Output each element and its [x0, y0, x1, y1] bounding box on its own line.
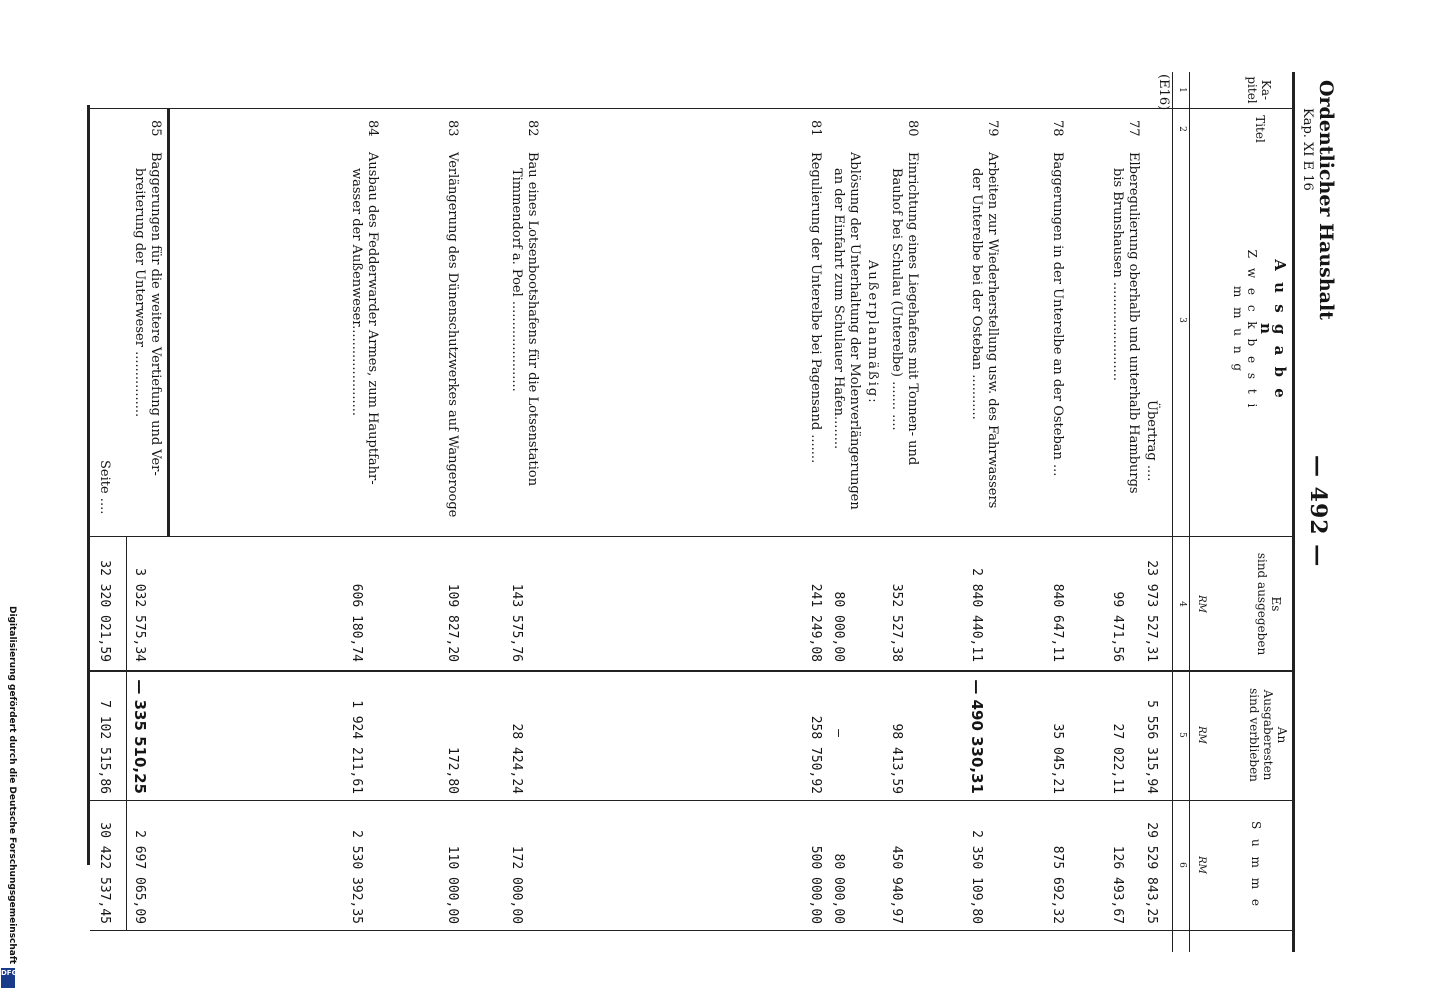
- row-80-c5: 98 413,59: [889, 723, 904, 794]
- header-kapitel: Ka- pitel: [1245, 76, 1273, 104]
- col-divider-1: [90, 108, 1295, 109]
- row-81-c6: 500 000,00: [808, 845, 823, 924]
- row-84-text-2: wasser der Außenweser......................: [349, 168, 364, 417]
- row-79-c6: 2 350 109,80: [969, 830, 984, 924]
- row-80-text-1: Einrichtung eines Liegehafens mit Tonnen- und: [905, 152, 920, 466]
- row-85-titel: 85: [148, 120, 163, 137]
- ausserplan-c5: —: [831, 729, 846, 737]
- row-kapitel-e16: (E16): [1156, 74, 1171, 111]
- row-82-text-1: Bau eines Lotsenbootshafens für die Lotsenstation: [525, 152, 540, 487]
- row-83-c6: 110 000,00: [445, 845, 460, 924]
- row-79-text-2: der Unterelbe bei der Osteban ...........: [969, 168, 984, 420]
- footer-c6: 30 422 537,45: [97, 822, 112, 924]
- bottom-rule: [87, 105, 90, 865]
- col-divider-5: [90, 800, 1295, 801]
- ausserplan-text-1: Ablösung der Unterhaltung der Molenverlängerungen: [847, 152, 862, 510]
- footer-c5: 7 102 515,86: [97, 700, 112, 794]
- colnum-6: 6: [1177, 862, 1187, 868]
- row-77-text-2: bis Brunshausen ........................: [1110, 168, 1125, 382]
- row-84-c4: 606 180,74: [349, 583, 364, 662]
- colnum-1: 1: [1177, 87, 1187, 93]
- row-80-text-2: Bauhof bei Schulau (Unterelbe) ....... ....: [889, 168, 904, 431]
- row-79-c4: 2 840 440,11: [969, 568, 984, 662]
- header-summe: S u m m e: [1249, 820, 1263, 910]
- row-81-c5: 258 750,92: [808, 715, 823, 794]
- row-83-c5: 172,80: [445, 747, 460, 794]
- row-80-titel: 80: [905, 120, 920, 137]
- row-77-c6: 126 493,67: [1110, 845, 1125, 924]
- row-85-c4: 3 032 575,34: [132, 568, 147, 662]
- dfg-sidebar: [0, 0, 18, 1000]
- rule-above-footer: [126, 536, 127, 930]
- row-78-c5: 35 045,21: [1050, 723, 1065, 794]
- header-zweckbestimmung: Z w e c k b e s t i m m u n g: [1231, 249, 1259, 411]
- page-subtitle: Kap. XI E 16: [1300, 108, 1315, 191]
- dfg-logo: DFG: [1, 968, 15, 988]
- row-79-text-1: Arbeiten zur Wiederherstellung usw. des Fahrwassers: [985, 152, 1000, 509]
- col-divider-6: [90, 930, 1295, 931]
- page-title: Ordentlicher Haushalt: [1315, 80, 1337, 320]
- unit-col5: RM: [1196, 726, 1207, 744]
- header-titel: Titel: [1253, 115, 1267, 143]
- row-85-c5: — 335 510,25: [131, 679, 149, 794]
- row-77-text-1: Elberegulierung oberhalb und unterhalb Hamburgs: [1126, 152, 1141, 494]
- col-divider-3: [90, 536, 1295, 537]
- top-rule: [1292, 72, 1295, 952]
- row-83-titel: 83: [445, 120, 460, 137]
- header-ausgabereste: An Ausgaberesten sind verblieben: [1247, 688, 1289, 782]
- row-82-titel: 82: [525, 120, 540, 137]
- header-ausgegeben: Es sind ausgegeben: [1255, 552, 1283, 656]
- row-84-c6: 2 530 392,35: [349, 830, 364, 924]
- row-78-c4: 840 647,11: [1050, 583, 1065, 662]
- row-80-c4: 352 527,38: [889, 583, 904, 662]
- rule-above-85: [167, 108, 170, 536]
- row-78-c6: 875 692,32: [1050, 845, 1065, 924]
- row-78-titel: 78: [1050, 120, 1065, 137]
- colnum-5: 5: [1177, 732, 1187, 738]
- row-83-text: Verlängerung des Dünenschutzwerkes auf Wangerooge: [445, 152, 460, 518]
- row-85-c6: 2 697 065,09: [132, 830, 147, 924]
- row-81-text: Regulierung der Unterelbe bei Pagensand .......: [808, 152, 823, 464]
- row-77-c5: 27 022,11: [1110, 723, 1125, 794]
- row-79-titel: 79: [985, 120, 1000, 137]
- row-82-c6: 172 000,00: [509, 845, 524, 924]
- ausserplan-c4: 80 000,00: [831, 591, 846, 662]
- ausserplanmaessig-label: Außerplanmäßig:: [865, 260, 880, 405]
- row-78-text: Baggerungen in der Unterelbe an der Osteban ...: [1050, 152, 1065, 477]
- ausserplan-text-2: an der Einfahrt zum Schulauer Hafen........: [831, 168, 846, 450]
- rotated-table-sheet: [5, 0, 1345, 990]
- row-77-c4: 99 471,56: [1110, 591, 1125, 662]
- header-bottom-rule: [1189, 72, 1190, 952]
- ausserplan-c6: 80 000,00: [831, 853, 846, 924]
- colnum-2: 2: [1177, 126, 1187, 132]
- row-82-text-2: Timmendorf a. Poel ......................: [509, 168, 524, 392]
- unit-col6: RM: [1196, 856, 1207, 874]
- row-uebertrag-c6: 29 529 843,25: [1144, 822, 1159, 924]
- footer-seite-label: Seite ....: [97, 460, 112, 515]
- row-85-text-1: Baggerungen für die weitere Vertiefung und Ver-: [148, 152, 163, 476]
- row-81-c4: 241 249,08: [808, 583, 823, 662]
- row-80-c6: 450 940,97: [889, 845, 904, 924]
- row-uebertrag-c5: 5 556 315,94: [1144, 700, 1159, 794]
- row-uebertrag-text: Übertrag ....: [1144, 400, 1159, 482]
- footer-c4: 32 320 021,59: [97, 560, 112, 662]
- row-85-text-2: breiterung der Unterweser ................: [132, 168, 147, 418]
- row-82-c5: 28 424,24: [509, 723, 524, 794]
- row-82-c4: 143 575,76: [509, 583, 524, 662]
- row-84-text-1: Ausbau des Fedderwarder Armes, zum Hauptfahr-: [365, 152, 380, 485]
- row-81-titel: 81: [808, 120, 823, 137]
- header-ausgaben: A u s g a b e n: [1257, 259, 1289, 401]
- row-84-c5: 1 924 211,61: [349, 700, 364, 794]
- row-uebertrag-c4: 23 973 527,31: [1144, 560, 1159, 662]
- row-83-c4: 109 827,20: [445, 583, 460, 662]
- row-79-c5: — 490 330,31: [968, 679, 986, 794]
- dfg-attribution-text: Digitalisierung gefördert durch die Deutsche Forschungsgemeinschaft: [7, 606, 17, 965]
- colnum-rule: [1172, 72, 1173, 952]
- unit-col4: RM: [1196, 595, 1207, 613]
- row-84-titel: 84: [365, 120, 380, 137]
- row-77-titel: 77: [1126, 120, 1141, 137]
- colnum-3: 3: [1177, 317, 1187, 323]
- colnum-4: 4: [1177, 601, 1187, 607]
- page-number: — 492 —: [1305, 455, 1331, 568]
